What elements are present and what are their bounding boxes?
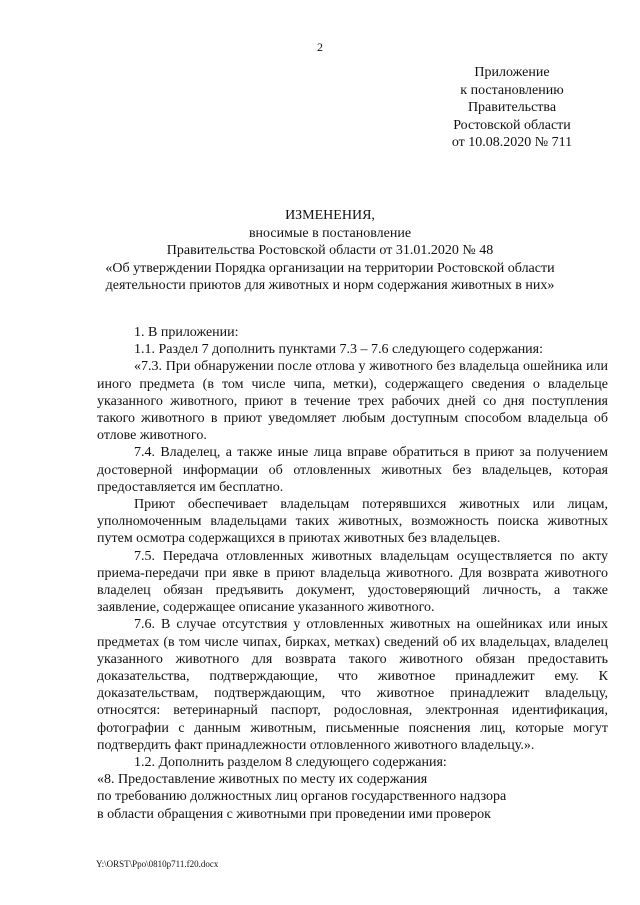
appendix-block: [432, 64, 592, 152]
heading-line: «Об утверждении Порядка организации на территории Ростовской области: [105, 260, 555, 276]
appendix-line: к постановлению: [460, 82, 564, 98]
heading-line: деятельности приютов для животных и норм содержания животных в них»: [105, 278, 555, 293]
section-heading-line: в области обращения с животными при проведении ими проверок: [97, 806, 491, 822]
appendix-line: Правительства: [467, 100, 557, 115]
paragraph: 1. В приложении:: [134, 325, 239, 340]
paragraph: Приют обеспечивает владельцам потерявшихся животных или лицам, уполномоченным владельцами таких животных, возможность поиска животных путем осмотра содержащихся в приютах животных без владельцев.: [97, 497, 608, 547]
paragraph: 1.2. Дополнить разделом 8 следующего содержания:: [134, 755, 447, 771]
page-number: 2: [317, 40, 323, 54]
paragraph: 7.4. Владелец, а также иные лица вправе обратиться в приют за получением достоверной информации об отловленных животных без владельцев, которая предоставляется им бесплатно.: [97, 445, 608, 495]
heading-line: вносимые в постановление: [248, 225, 412, 241]
paragraph: 7.6. В случае отсутствия у отловленных животных на ошейниках или иных предметах (в том числе чипах, бирках, метках) сведений об их владельцах, владелец указанного животного для возврата такого животного обязан предоставить доказательства, подтверждающие, что животное принадлежит ему. К доказательствам, подтверждающим, что животное принадлежит владельцу, относятся: ветеринарный паспорт, родословная, электронная идентификация, фотографии с данным животным, письменные пояснения лиц, которые могут подтвердить факт принадлежности отловленного животного владельцу.».: [97, 617, 608, 753]
appendix-line: Ростовской области: [453, 117, 571, 133]
paragraph: «7.3. При обнаружении после отлова у животного без владельца ошейника или иного предмета (в том числе чипа, метки), содержащего сведения о владельце указанного животного, приют в течение трех рабочих дней со дня поступления такого животного в приют уведомляет любым доступным способом владельца об отлове животного.: [97, 359, 608, 444]
appendix-line: Приложение: [474, 65, 550, 80]
appendix-line: от 10.08.2020 № 711: [451, 135, 573, 150]
document-body: [97, 324, 608, 823]
section-heading-line: «8. Предоставление животных по месту их содержания: [97, 772, 428, 788]
section-heading-line: по требованию должностных лиц органов государственного надзора: [97, 789, 507, 805]
heading-line: Правительства Ростовской области от 31.01.2020 № 48: [166, 243, 494, 258]
paragraph: 1.1. Раздел 7 дополнить пунктами 7.3 – 7.6 следующего содержания:: [134, 342, 544, 358]
file-path-footer: Y:\ORST\Ppo\0810p711.f20.docx: [96, 859, 219, 869]
paragraph: 7.5. Передача отловленных животных владельцам осуществляется по акту приема-передачи при явке в приют владельца животного. Для возврата животного владелец обязан предъявить документ, удостоверяющий личность, а также заявление, содержащее описание указанного животного.: [97, 548, 608, 616]
document-heading: [60, 207, 600, 295]
document-title: ИЗМЕНЕНИЯ,: [285, 208, 375, 223]
